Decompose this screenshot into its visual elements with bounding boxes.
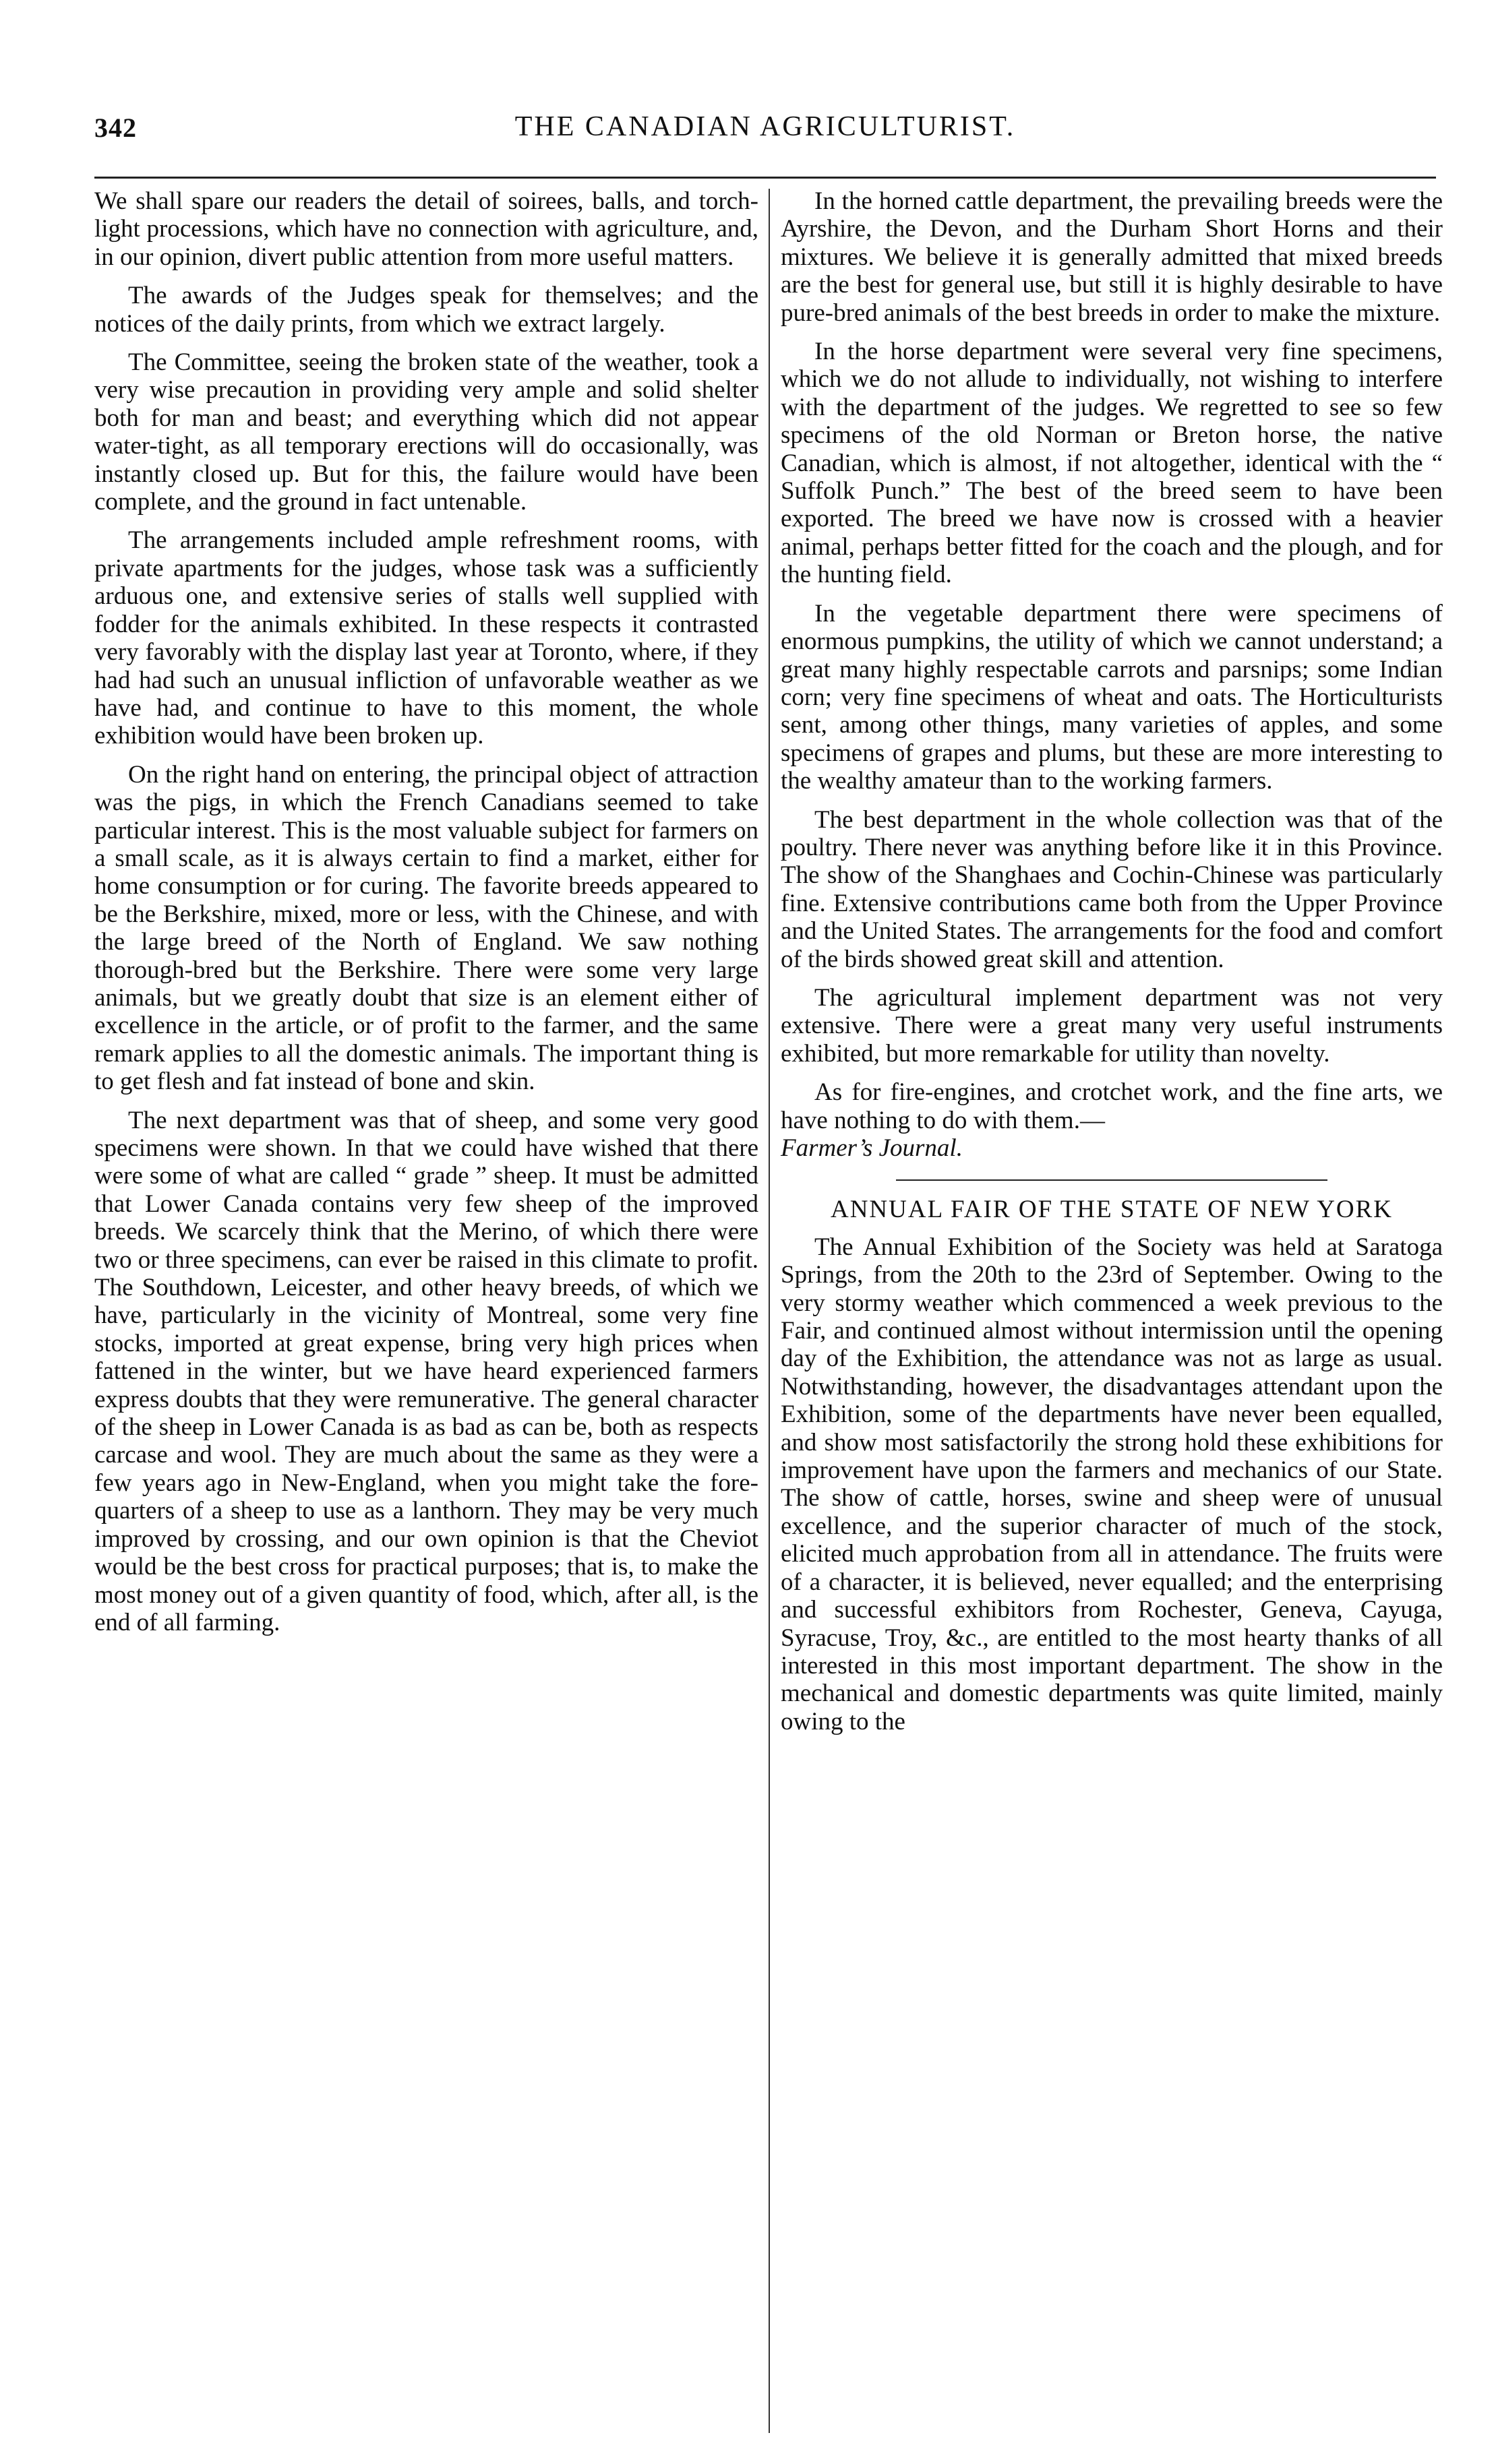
left-column [94,187,758,1647]
paragraph: On the right hand on entering, the principal object of attraction was the pigs, in which the French Canadians seemed to take particular interest. This is the most valuable subject for farmers on a small scale, as it is always certain to find a market, either for home consumption or for curing. The favorite breeds appeared to be the Berkshire, mixed, more or less, with the Chinese, and with the large breed of the North of England. We saw nothing thorough-bred but the Berkshire. There were some very large animals, but we greatly doubt that size is an element either of excellence in the article, or of profit to the farmer, and the same remark applies to all the domestic animals. The important thing is to get flesh and fat instead of bone and skin. [94,760,758,1096]
running-title: THE CANADIAN AGRICULTURIST. [514,111,1016,142]
page-number: 342 [94,113,137,143]
column-divider [769,189,770,2433]
section-rule [896,1179,1327,1181]
paragraph: The Annual Exhibition of the Society was held at Saratoga Springs, from the 20th to the 23rd of September. Owing to the very stormy weather which commenced a week previous to the Fair, and continued almost without intermission until the opening day of the Exhibition, the attendance was not as large as usual. Notwithstanding, however, the disadvantages attendant upon the Exhibition, some of the departments have never been equalled, and show most satisfactorily the strong hold these exhibitions for improvement have upon the farmers and mechanics of our State. The show of cattle, horses, swine and sheep were of unusual excellence, and the superior character of much of the stock, elicited much approbation from all in attendance. The fruits were of a character, it is believed, never equalled; and the enterprising and successful exhibitors from Rochester, Geneva, Cayuga, Syracuse, Troy, &c., are entitled to the most hearty thanks of all interested in this most important department. The show in the mechanical and domestic departments was quite limited, mainly owing to the [781,1233,1443,1735]
paragraph: The awards of the Judges speak for themselves; and the notices of the daily prints, from which we extract largely. [94,282,758,338]
paragraph: The best department in the whole collection was that of the poultry. There never was anything before like it in this Province. The show of the Shanghaes and Cochin-Chinese was particularly fine. Extensive contributions came both from the Upper Province and the United States. The arrangements for the food and comfort of the birds showed great skill and attention. [781,805,1443,973]
paragraph: The agricultural implement department was not very extensive. There were a great many very useful instruments exhibited, but more remarkable for utility than novelty. [781,983,1443,1068]
paragraph: In the horned cattle department, the prevailing breeds were the Ayrshire, the Devon, and the Durham Short Horns and their mixtures. We believe it is generally admitted that mixed breeds are the best for general use, but still it is highly desirable to have pure-bred animals of the best breeds in order to make the mixture. [781,187,1443,327]
paragraph: The Committee, seeing the broken state of the weather, took a very wise precaution in providing very ample and solid shelter both for man and beast; and everything which did not appear water-tight, as all temporary erections will do occasionally, was instantly closed up. But for this, the failure would have been complete, and the ground in fact untenable. [94,348,758,516]
paragraph: The arrangements included ample refreshment rooms, with private apartments for the judges, whose task was a sufficiently arduous one, and extensive series of stalls well supplied with fodder for the animals exhibited. In these respects it contrasted very favorably with the display last year at Toronto, where, if they had had such an unusual infliction of unfavorable weather as we have had, and continue to have to this moment, the whole exhibition would have been broken up. [94,526,758,750]
paragraph-with-signoff [781,1078,1443,1162]
header-rule [94,177,1436,179]
page-header [94,106,1436,154]
paragraph: The next department was that of sheep, and some very good specimens were shown. In that we could have wished that there were some of what are called “ grade ” sheep. It must be admitted that Lower Canada contains very few sheep of the improved breeds. We scarcely think that the Merino, of which there were two or three specimens, can ever be raised in this climate to profit. The Southdown, Leicester, and other heavy breeds, of which we have, particularly in the vicinity of Montreal, some very fine stocks, imported at great expense, bring very high prices when fattened in the winter, but we have heard experienced farmers express doubts that they were remunerative. The general character of the sheep in Lower Canada is as bad as can be, both as respects carcase and wool. They are much about the same as they were a few years ago in New-England, when you might take the fore-quarters of a sheep to use as a lanthorn. They may be very much improved by crossing, and our own opinion is that the Cheviot would be the best cross for practical purposes; that is, to make the most money out of a given quantity of food, which, after all, is the end of all farming. [94,1106,758,1636]
section-heading: ANNUAL FAIR OF THE STATE OF NEW YORK [830,1196,1394,1224]
paragraph: In the vegetable department there were specimens of enormous pumpkins, the utility of which we cannot understand; a great many highly respectable carrots and parsnips; some Indian corn; very fine specimens of wheat and oats. The Horticulturists sent, among other things, many varieties of apples, and some specimens of grapes and plums, but these are more interesting to the wealthy amateur than to the working farmers. [781,599,1443,795]
paragraph: We shall spare our readers the detail of soirees, balls, and torch-light processions, which have no connection with agriculture, and, in our opinion, divert public attention from more useful matters. [94,187,758,271]
paragraph: In the horse department were several very fine specimens, which we do not allude to individually, not wishing to interfere with the department of the judges. We regretted to see so few specimens of the old Norman or Breton horse, the native Canadian, which is almost, if not altogether, identical with the “ Suffolk Punch.” The best of the breed seem to have been exported. The breed we have now is crossed with a heavier animal, perhaps better fitted for the coach and the plough, and for the hunting field. [781,338,1443,589]
right-column [781,187,1443,1746]
paragraph-text: As for fire-engines, and crotchet work, and the fine arts, we have nothing to do with them.— [781,1078,1443,1134]
article-signoff: Farmer’s Journal. [781,1134,963,1162]
